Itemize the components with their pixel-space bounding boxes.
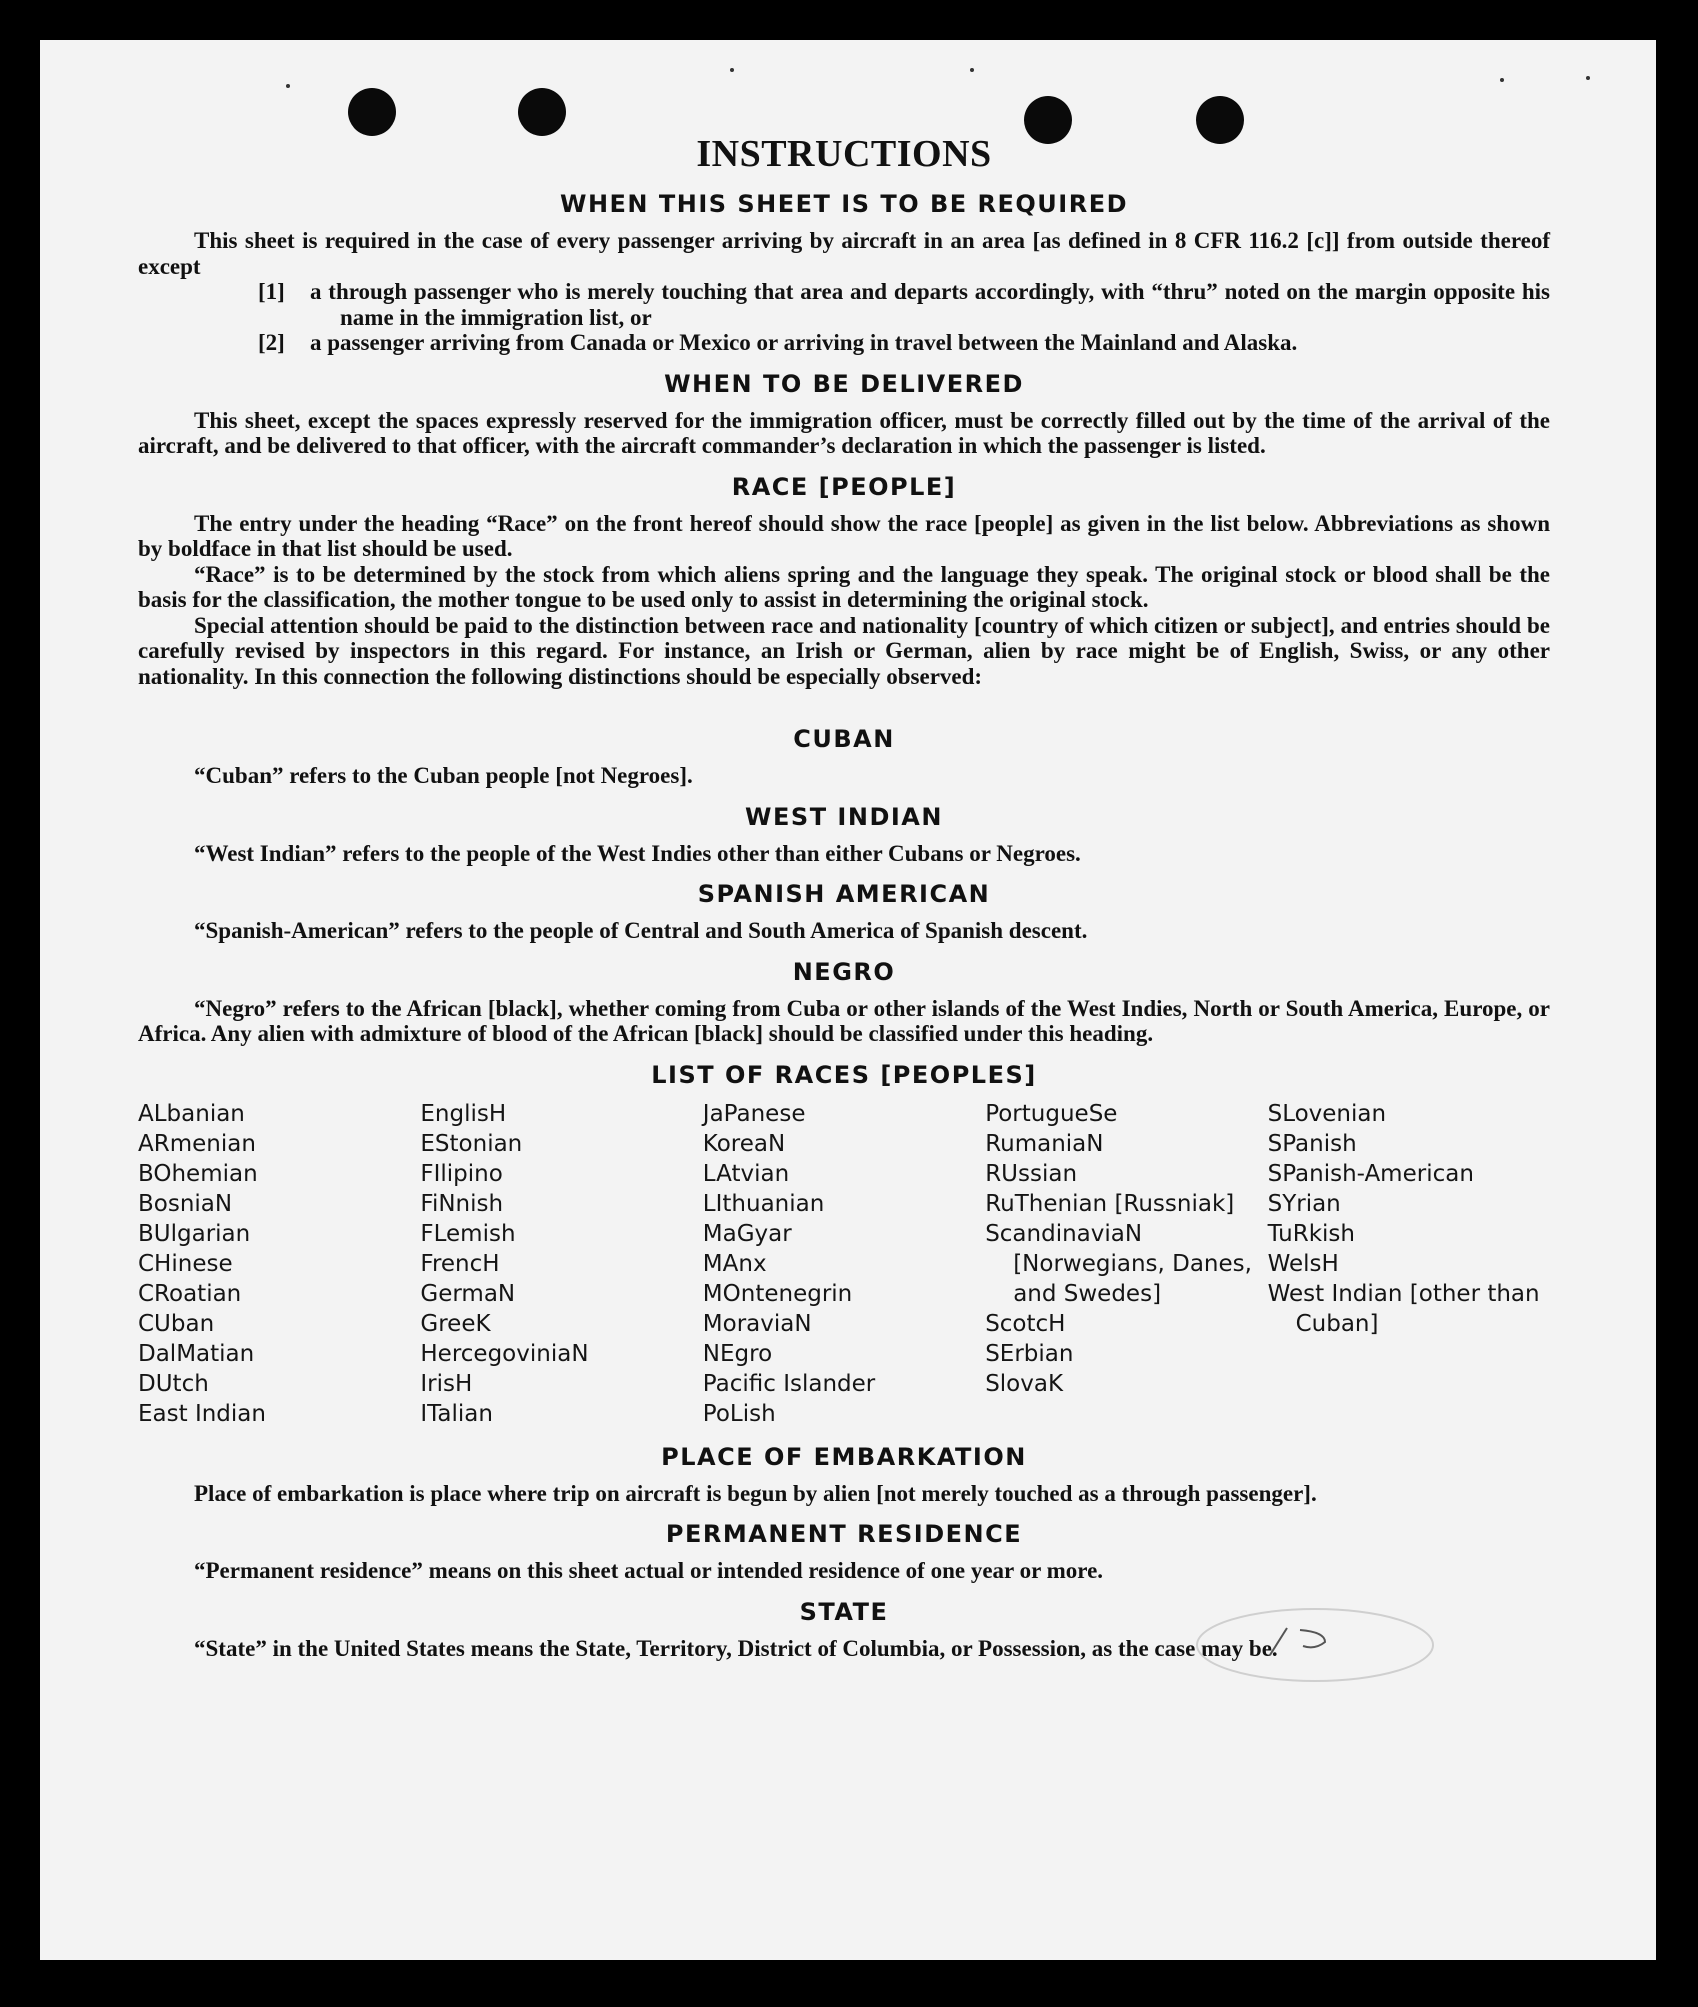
- race-item: LIthuanian: [702, 1190, 825, 1217]
- section-heading-residence: PERMANENT RESIDENCE: [665, 1520, 1023, 1548]
- race-item: FLemish: [420, 1220, 516, 1247]
- race-item: West Indian [other than Cuban]: [1267, 1280, 1540, 1337]
- race-item: BOhemian: [138, 1160, 258, 1187]
- race-item: MoraviaN: [702, 1310, 812, 1337]
- speck: [1500, 78, 1504, 82]
- section-heading-required: WHEN THIS SHEET IS TO BE REQUIRED: [559, 190, 1129, 218]
- race-item: BUlgarian: [138, 1220, 251, 1247]
- race-paragraph-2: “Race” is to be determined by the stock from which aliens spring and the language they speak. The original stock or blood shall be the basis for the classification, the mother tongue to be used only to assist in determining the original stock.: [138, 561, 1550, 612]
- speck: [730, 68, 734, 72]
- race-column-1: [138, 1099, 420, 1429]
- race-item: ALbanian: [138, 1100, 245, 1127]
- race-item: PoLish: [702, 1400, 776, 1427]
- race-item: RuThenian [Russniak]: [985, 1190, 1235, 1217]
- section-heading-state: STATE: [799, 1597, 889, 1626]
- race-paragraph-3: Special attention should be paid to the distinction between race and nationality [country of which citizen or subject], and entries should be carefully revised by inspectors in this regard. For instance, an Irish or German, alien by race might be of English, Swiss, or any other nationality. In this connection the following distinctions should be especially observed:: [138, 612, 1550, 689]
- race-item: WelsH: [1267, 1250, 1339, 1277]
- speck: [286, 84, 290, 88]
- race-item: SPanish: [1267, 1130, 1357, 1157]
- pencil-mark: [1175, 1600, 1445, 1690]
- race-item: PortugueSe: [985, 1100, 1118, 1127]
- embarkation-text: Place of embarkation is place where trip on aircraft is begun by alien [not merely touched as a through passenger].: [194, 1480, 1317, 1506]
- race-item: SYrian: [1267, 1190, 1341, 1217]
- section-heading-west-indian: WEST INDIAN: [745, 802, 943, 831]
- race-item: SlovaK: [985, 1370, 1064, 1397]
- race-item: EStonian: [420, 1130, 523, 1157]
- state-text: “State” in the United States means the State, Territory, District of Columbia, or Possession, as the case may be.: [194, 1635, 1278, 1661]
- race-item: MAnx: [702, 1250, 767, 1277]
- item-text: a through passenger who is merely touching that area and departs accordingly, with “thru” noted on the margin opposite his name in the immigration list, or: [310, 279, 1550, 330]
- race-paragraph-1: The entry under the heading “Race” on the front hereof should show the race [people] as given in the list below. Abbreviations as shown by boldface in that list should be used.: [138, 510, 1550, 561]
- race-item: ScotcH: [985, 1310, 1066, 1337]
- race-item: MaGyar: [702, 1220, 792, 1247]
- west-indian-text: “West Indian” refers to the people of the West Indies other than either Cubans or Negroes.: [194, 840, 1081, 866]
- race-item: CHinese: [138, 1250, 233, 1277]
- race-item: GreeK: [420, 1310, 491, 1337]
- required-item-2: [258, 330, 1550, 356]
- race-item: GermaN: [420, 1280, 516, 1307]
- race-item: ITalian: [420, 1400, 493, 1427]
- race-item: JaPanese: [702, 1100, 806, 1127]
- speck: [970, 68, 974, 72]
- race-column-5: [1268, 1099, 1550, 1429]
- race-item: FIlipino: [420, 1160, 503, 1187]
- section-heading-race: RACE [PEOPLE]: [731, 472, 957, 501]
- race-column-4: [985, 1099, 1267, 1429]
- race-item: FrencH: [420, 1250, 500, 1277]
- race-item: BosniaN: [138, 1190, 233, 1217]
- punch-hole: [348, 88, 396, 136]
- section-heading-cuban: CUBAN: [793, 725, 895, 753]
- race-item: RUssian: [985, 1160, 1078, 1187]
- race-item: MOntenegrin: [702, 1280, 853, 1307]
- section-heading-embarkation: PLACE OF EMBARKATION: [661, 1442, 1027, 1471]
- race-item: CRoatian: [138, 1280, 242, 1307]
- race-item: Pacific Islander: [702, 1370, 876, 1397]
- negro-text: “Negro” refers to the African [black], whether coming from Cuba or other islands of the West Indies, North or South America, Europe, or Africa. Any alien with admixture of blood of the African [black] should be classified under this heading.: [138, 995, 1550, 1046]
- speck: [1586, 76, 1590, 80]
- race-item: CUban: [138, 1310, 215, 1337]
- document-sheet: [40, 40, 1656, 1960]
- race-item: SPanish-American: [1267, 1160, 1474, 1187]
- race-column-3: [703, 1099, 985, 1429]
- race-item: RumaniaN: [985, 1130, 1104, 1157]
- race-item: TuRkish: [1267, 1220, 1355, 1247]
- delivered-text: This sheet, except the spaces expressly reserved for the immigration officer, must be correctly filled out by the time of the arrival of the aircraft, and be delivered to that officer, with the aircraft commander’s declaration in which the passenger is listed.: [138, 407, 1550, 458]
- race-list: [138, 1099, 1550, 1429]
- required-intro: This sheet is required in the case of every passenger arriving by aircraft in an area [as defined in 8 CFR 116.2 [c]] from outside thereof except: [138, 228, 1550, 279]
- race-item: NEgro: [702, 1340, 773, 1367]
- race-column-2: [420, 1099, 702, 1429]
- race-item: KoreaN: [702, 1130, 786, 1157]
- spanish-american-text: “Spanish-American” refers to the people of Central and South America of Spanish descent.: [194, 918, 1088, 943]
- required-item-1: [258, 279, 1550, 330]
- race-item: SLovenian: [1267, 1100, 1387, 1127]
- section-heading-spanish-american: SPANISH AMERICAN: [697, 880, 991, 908]
- race-item: IrisH: [420, 1370, 473, 1397]
- section-heading-list: LIST OF RACES [PEOPLES]: [651, 1060, 1037, 1089]
- section-heading-negro: NEGRO: [792, 957, 896, 986]
- race-item: DalMatian: [138, 1340, 255, 1367]
- race-item: FiNnish: [420, 1190, 504, 1217]
- race-item: ARmenian: [138, 1130, 256, 1157]
- race-item: HercegoviniaN: [420, 1340, 589, 1367]
- instructions-body: [138, 132, 1550, 1661]
- race-item: LAtvian: [702, 1160, 790, 1187]
- race-item: EnglisH: [420, 1100, 507, 1127]
- residence-text: “Permanent residence” means on this sheet actual or intended residence of one year or more.: [194, 1558, 1104, 1583]
- race-item: SErbian: [985, 1340, 1074, 1367]
- punch-hole: [518, 88, 566, 136]
- cuban-text: “Cuban” refers to the Cuban people [not Negroes].: [194, 763, 693, 788]
- race-item: East Indian: [138, 1400, 266, 1427]
- race-item: ScandinaviaN [Norwegians, Danes, and Swedes]: [985, 1220, 1252, 1307]
- item-number: [2]: [258, 330, 285, 355]
- page-title: INSTRUCTIONS: [696, 133, 992, 175]
- item-number: [1]: [258, 279, 285, 304]
- item-text: a passenger arriving from Canada or Mexico or arriving in travel between the Mainland and Alaska.: [310, 330, 1298, 355]
- race-item: DUtch: [138, 1370, 209, 1397]
- section-heading-delivered: WHEN TO BE DELIVERED: [664, 369, 1024, 398]
